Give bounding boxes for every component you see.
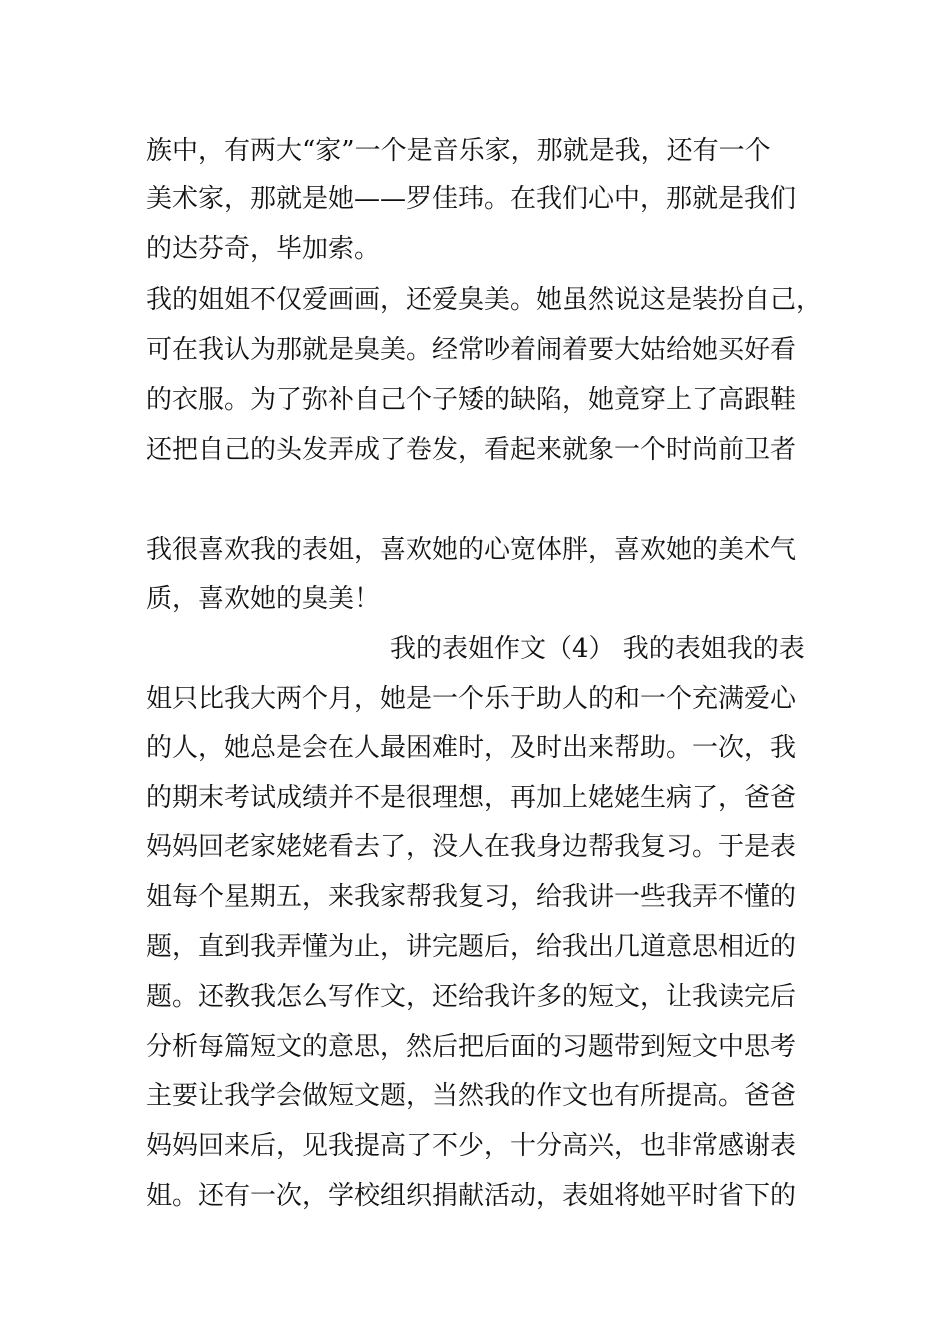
text-line: 姐只比我大两个月，她是一个乐于助人的和一个充满爱心 bbox=[146, 684, 797, 714]
text-line: 我很喜欢我的表姐，喜欢她的心宽体胖，喜欢她的美术气 bbox=[146, 535, 797, 565]
text-line: 质，喜欢她的臭美！ bbox=[146, 584, 381, 614]
text-line: 姐每个星期五，来我家帮我复习，给我讲一些我弄不懂的 bbox=[146, 882, 797, 912]
text-line: 主要让我学会做短文题，当然我的作文也有所提高。爸爸 bbox=[146, 1081, 797, 1111]
text-line: 题，直到我弄懂为止，讲完题后，给我出几道意思相近的 bbox=[146, 932, 797, 962]
text-line: 姐。还有一次，学校组织捐献活动，表姐将她平时省下的 bbox=[146, 1181, 797, 1211]
text-line: 我的表姐作文（4） 我的表姐我的表 bbox=[390, 634, 805, 664]
text-line: 妈妈回老家姥姥看去了，没人在我身边帮我复习。于是表 bbox=[146, 832, 797, 862]
text-line: 还把自己的头发弄成了卷发，看起来就象一个时尚前卫者 bbox=[146, 435, 797, 465]
text-line: 妈妈回来后，见我提高了不少，十分高兴，也非常感谢表 bbox=[146, 1131, 797, 1161]
text-line: 题。还教我怎么写作文，还给我许多的短文，让我读完后 bbox=[146, 982, 797, 1012]
text-line: 的达芬奇，毕加索。 bbox=[146, 234, 381, 264]
text-line: 的期末考试成绩并不是很理想，再加上姥姥生病了，爸爸 bbox=[146, 783, 797, 813]
text-line: 美术家，那就是她——罗佳玮。在我们心中，那就是我们 bbox=[146, 184, 797, 214]
text-line: 分析每篇短文的意思，然后把后面的习题带到短文中思考 bbox=[146, 1032, 797, 1062]
text-line: 我的姐姐不仅爱画画，还爱臭美。她虽然说这是装扮自己， bbox=[146, 285, 823, 315]
text-line: 的人，她总是会在人最困难时，及时出来帮助。一次，我 bbox=[146, 733, 797, 763]
text-line: 族中，有两大“家”一个是音乐家，那就是我，还有一个 bbox=[146, 136, 771, 166]
text-line: 可在我认为那就是臭美。经常吵着闹着要大姑给她买好看 bbox=[146, 335, 797, 365]
text-line: 的衣服。为了弥补自己个子矮的缺陷，她竟穿上了高跟鞋 bbox=[146, 385, 797, 415]
